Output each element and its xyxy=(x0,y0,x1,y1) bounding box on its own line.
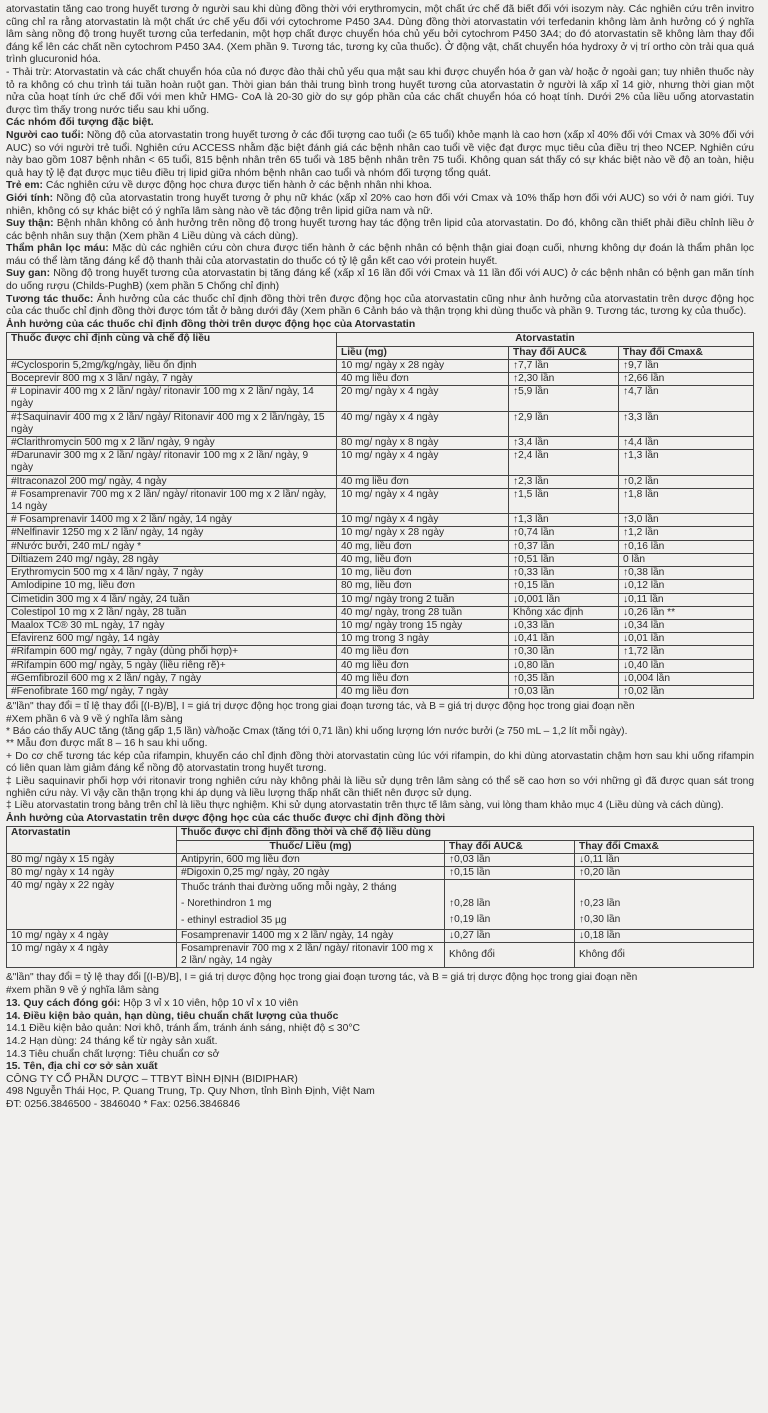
dialysis-text: Mặc dù các nghiên cứu còn chưa được tiến hành ở các bệnh nhân có bệnh thận giai đoạn cuối, nhưng không dự đoán là thẩm phân lọc máu có thể làm tăng đáng kể độ thanh thải của atorvastatin do thuốc có tỷ lệ gắn kết cao với protein huyết. xyxy=(6,243,755,267)
table1-row xyxy=(7,646,754,659)
table1-cell-cmax: ↓0,26 lần ** xyxy=(619,606,754,619)
table1-cell-cmax: ↑1,3 lần xyxy=(619,450,754,475)
gender-label: Giới tính: xyxy=(6,192,54,204)
table1-cell-dose: 40 mg liều đơn xyxy=(337,646,509,659)
table1-row xyxy=(7,514,754,527)
table1-cell-drug: Maalox TC® 30 mL ngày, 17 ngày xyxy=(7,619,337,632)
quality-standard: 14.3 Tiêu chuẩn chất lượng: Tiêu chuẩn cơ sở xyxy=(6,1048,220,1060)
table2-cell-auc xyxy=(445,943,575,968)
table1-note: ** Mẫu đơn được mất 8 – 16 h sau khi uống. xyxy=(6,738,208,750)
table1-cell-dose: 40 mg liều đơn xyxy=(337,672,509,685)
table1-cell-auc: ↑0,30 lần xyxy=(509,646,619,659)
table1-cell-dose: 10 mg, liều đơn xyxy=(337,567,509,580)
table1-cell-drug: Colestipol 10 mg x 2 lần/ ngày, 28 tuần xyxy=(7,606,337,619)
table1-row xyxy=(7,606,754,619)
table1-cell-auc: ↑2,3 lần xyxy=(509,475,619,488)
table2-header-auc: Thay đổi AUC& xyxy=(445,840,575,853)
table1-cell-drug: #Gemfibrozil 600 mg x 2 lần/ ngày, 7 ngày xyxy=(7,672,337,685)
table1-cell-dose: 40 mg liều đơn xyxy=(337,373,509,386)
table2-cell-line: ↓0,18 lần xyxy=(579,929,621,941)
table1-cell-dose: 40 mg liều đơn xyxy=(337,659,509,672)
table2-header-group: Thuốc được chỉ định đồng thời và chế độ liều dùng xyxy=(177,827,754,840)
table1-cell-drug: #Cyclosporin 5,2mg/kg/ngày, liều ổn định xyxy=(7,359,337,372)
table2-cell-drug xyxy=(177,929,445,942)
table2-cell-atorvastatin: 10 mg/ ngày x 4 ngày xyxy=(7,943,177,968)
table2-cell-drug xyxy=(177,866,445,879)
table1-cell-drug: #Nước bưởi, 240 mL/ ngày * xyxy=(7,540,337,553)
table1-cell-auc: ↑0,51 lần xyxy=(509,553,619,566)
table1-cell-cmax: ↑9,7 lần xyxy=(619,359,754,372)
table1-row xyxy=(7,450,754,475)
table2-cell-drug xyxy=(177,943,445,968)
table1-body xyxy=(7,359,754,698)
table1-cell-dose: 40 mg liều đơn xyxy=(337,685,509,698)
table1-cell-drug: #Rifampin 600 mg/ ngày, 7 ngày (dùng phối hợp)+ xyxy=(7,646,337,659)
table1-cell-auc: ↑3,4 lần xyxy=(509,437,619,450)
table2-row xyxy=(7,880,754,930)
table1-header-cmax: Thay đổi Cmax& xyxy=(619,346,754,359)
table2-cell-auc xyxy=(445,880,575,930)
table1-cell-auc: ↑0,37 lần xyxy=(509,540,619,553)
table1-cell-auc: ↑1,3 lần xyxy=(509,514,619,527)
interaction-label: Tương tác thuốc: xyxy=(6,293,94,305)
table1-cell-auc: ↑0,03 lần xyxy=(509,685,619,698)
table1-row xyxy=(7,619,754,632)
table2-header-cmax: Thay đổi Cmax& xyxy=(575,840,754,853)
storage-heading: 14. Điều kiện bảo quản, hạn dùng, tiêu chuẩn chất lượng của thuốc xyxy=(6,1010,339,1022)
table2-cell-line: Antipyrin, 600 mg liều đơn xyxy=(181,853,300,865)
table1-cell-cmax: ↑1,2 lần xyxy=(619,527,754,540)
table2-cell-cmax xyxy=(575,866,754,879)
table2-row xyxy=(7,853,754,866)
interaction-table-1 xyxy=(6,332,754,699)
company-address: 498 Nguyễn Thái Học, P. Quang Trung, Tp. Quy Nhơn, tỉnh Bình Định, Việt Nam xyxy=(6,1086,375,1098)
interaction-text: Ảnh hưởng của các thuốc chỉ định đồng thời trên được động học của atorvastatin cũng như ảnh hưởng của atorvastatin trên dược động học của các thuốc chỉ định đồng thời được tóm tắt ở bảng dưới đây (Xem phần 6 Cảnh báo và thận trọng khi dùng thuốc và phần 9. Tương tác, tương kỵ của thuốc). xyxy=(6,293,755,318)
table2-caption: Ảnh hưởng của Atorvastatin trên dược động học của các thuốc được chỉ định đồng thời xyxy=(6,812,446,824)
table1-cell-cmax: ↓0,40 lần xyxy=(619,659,754,672)
table1-row xyxy=(7,411,754,436)
table1-cell-auc: Không xác định xyxy=(509,606,619,619)
table1-cell-cmax: ↓0,004 lần xyxy=(619,672,754,685)
table1-cell-dose: 10 mg/ ngày x 4 ngày xyxy=(337,514,509,527)
table1-cell-dose: 10 mg/ ngày trong 2 tuần xyxy=(337,593,509,606)
table1-row xyxy=(7,527,754,540)
packaging-line xyxy=(6,998,754,1011)
table2-note: #xem phần 9 về ý nghĩa lâm sàng xyxy=(6,984,159,996)
table1-header-atorvastatin: Atorvastatin xyxy=(337,333,754,346)
table1-cell-dose: 40 mg, liều đơn xyxy=(337,540,509,553)
dialysis-label: Thẩm phân lọc máu: xyxy=(6,243,109,255)
hepatic-label: Suy gan: xyxy=(6,268,51,280)
dialysis-paragraph xyxy=(6,243,754,268)
table1-cell-drug: # Lopinavir 400 mg x 2 lần/ ngày/ ritonavir 100 mg x 2 lần/ ngày, 14 ngày xyxy=(7,386,337,411)
table2-cell-line: ↑0,30 lần xyxy=(579,914,621,926)
table1-cell-dose: 40 mg liều đơn xyxy=(337,475,509,488)
elderly-label: Người cao tuổi: xyxy=(6,129,84,141)
table2-cell-cmax xyxy=(575,853,754,866)
table2-cell-line: ↑0,15 lần xyxy=(449,866,491,878)
table2-cell-line: #Digoxin 0,25 mg/ ngày, 20 ngày xyxy=(181,866,330,878)
table1-cell-drug: Erythromycin 500 mg x 4 lần/ ngày, 7 ngày xyxy=(7,567,337,580)
table2-header-drug: Thuốc/ Liều (mg) xyxy=(177,840,445,853)
table1-cell-auc: ↑2,4 lần xyxy=(509,450,619,475)
table1-cell-cmax: ↑0,2 lần xyxy=(619,475,754,488)
table1-cell-dose: 10 mg/ ngày x 4 ngày xyxy=(337,488,509,513)
table1-cell-dose: 10 mg trong 3 ngày xyxy=(337,633,509,646)
special-groups-heading: Các nhóm đối tượng đặc biệt. xyxy=(6,117,154,129)
table1-cell-cmax: ↓0,11 lần xyxy=(619,593,754,606)
table1-cell-drug: # Fosamprenavir 1400 mg x 2 lần/ ngày, 14 ngày xyxy=(7,514,337,527)
table1-cell-auc: ↓0,80 lần xyxy=(509,659,619,672)
table1-cell-cmax: ↑4,4 lần xyxy=(619,437,754,450)
table1-note: + Do cơ chế tương tác kép của rifampin, khuyến cáo chỉ định đồng thời atorvastatin cùng lúc với rifampin, do khi dùng atorvastatin chậm hơn sau khi uống rifampin có liên quan làm giảm đáng kể nồng độ atorvastatin trong huyết tương. xyxy=(6,750,754,775)
table1-cell-drug: Cimetidin 300 mg x 4 lần/ ngày, 24 tuần xyxy=(7,593,337,606)
table1-cell-dose: 80 mg, liều đơn xyxy=(337,580,509,593)
table2-cell-atorvastatin: 80 mg/ ngày x 14 ngày xyxy=(7,866,177,879)
interaction-table-2 xyxy=(6,826,754,968)
table1-cell-cmax: ↑0,02 lần xyxy=(619,685,754,698)
table2-cell-line: Fosamprenavir 1400 mg x 2 lần/ ngày, 14 ngày xyxy=(181,929,394,941)
table1-row xyxy=(7,567,754,580)
table1-caption: Ảnh hưởng của các thuốc chỉ định đồng thời trên dược động học của Atorvastatin xyxy=(6,318,416,330)
table1-cell-cmax: ↓0,01 lần xyxy=(619,633,754,646)
table2-cell-auc xyxy=(445,866,575,879)
table1-cell-auc: ↑0,35 lần xyxy=(509,672,619,685)
table1-row xyxy=(7,475,754,488)
storage-conditions: 14.1 Điều kiện bảo quản: Nơi khô, tránh ẩm, tránh ánh sáng, nhiệt độ ≤ 30°C xyxy=(6,1023,361,1035)
table1-cell-auc: ↓0,41 lần xyxy=(509,633,619,646)
table2-cell-line: - Norethindron 1 mg xyxy=(181,898,272,910)
table2-cell-line: ↑0,03 lần xyxy=(449,853,491,865)
table1-cell-cmax: ↓0,34 lần xyxy=(619,619,754,632)
table1-cell-drug: Amlodipine 10 mg, liều đơn xyxy=(7,580,337,593)
table1-cell-auc: ↑0,74 lần xyxy=(509,527,619,540)
table1-note: * Báo cáo thấy AUC tăng (tăng gấp 1,5 lần) và/hoặc Cmax (tăng tới 0,71 lần) khi uống lượng lớn nước bưởi (≥ 750 mL – 1,2 lít mỗi ngày). xyxy=(6,725,628,737)
table1-row xyxy=(7,373,754,386)
table1-cell-drug: #Nelfinavir 1250 mg x 2 lần/ ngày, 14 ngày xyxy=(7,527,337,540)
child-text: Các nghiên cứu về dược động học chưa được tiến hành ở các bệnh nhân nhi khoa. xyxy=(45,180,433,192)
table1-note: ‡ Liều saquinavir phối hợp với ritonavir trong nghiên cứu này không phải là liều sử dụng trên lâm sàng có thể sẽ cao hơn so với những gì đã được quan sát trong nghiên cứu này. Vì vậy cần thận trọng khi áp dụng và liều lượng thấp nhất cần thiết nên được sử dụng. xyxy=(6,775,754,799)
table2-cell-cmax xyxy=(575,929,754,942)
table2-cell-cmax xyxy=(575,943,754,968)
table1-cell-dose: 10 mg/ ngày x 28 ngày xyxy=(337,527,509,540)
table1-cell-cmax: ↑4,7 lần xyxy=(619,386,754,411)
renal-paragraph xyxy=(6,218,754,243)
packaging-heading: 13. Quy cách đóng gói: xyxy=(6,998,121,1010)
gender-paragraph xyxy=(6,193,754,218)
table2-cell-line: Không đổi xyxy=(449,949,495,961)
table1-header-drug: Thuốc được chỉ định cùng và chế độ liều xyxy=(7,333,337,359)
table1-cell-cmax: ↑0,16 lần xyxy=(619,540,754,553)
table1-header-auc: Thay đổi AUC& xyxy=(509,346,619,359)
table1-cell-dose: 10 mg/ ngày trong 15 ngày xyxy=(337,619,509,632)
hepatic-text: Nồng độ trong huyết tương của atorvastatin bị tăng đáng kể (xấp xỉ 16 lần đối với Cmax và 11 lần đối với AUC) ở các bệnh nhân có bệnh gan mãn tính do uống rượu (Childs-PughB) (xem phần 5 Chống chỉ định) xyxy=(6,268,754,293)
company-phone: ĐT: 0256.3846500 - 3846040 * Fax: 0256.3846846 xyxy=(6,1098,240,1110)
table2-note: &"lần" thay đổi = tỷ lệ thay đổi [(I-B)/B], I = giá trị dược động học trong giai đoạn tương tác, và B = giá trị dược động học trong giai đoạn nền xyxy=(6,972,638,984)
table1-cell-drug: #‡Saquinavir 400 mg x 2 lần/ ngày/ Ritonavir 400 mg x 2 lần/ngày, 15 ngày xyxy=(7,411,337,436)
table2-cell-line: ↑0,28 lần xyxy=(449,898,491,910)
table1-cell-drug: Efavirenz 600 mg/ ngày, 14 ngày xyxy=(7,633,337,646)
table2-cell-line: ↓0,27 lần xyxy=(449,929,491,941)
packaging-text: Hộp 3 vỉ x 10 viên, hộp 10 vỉ x 10 viên xyxy=(123,998,299,1010)
table1-cell-auc: ↑0,15 lần xyxy=(509,580,619,593)
table1-header-dose: Liều (mg) xyxy=(337,346,509,359)
table1-cell-auc: ↓0,001 lần xyxy=(509,593,619,606)
table2-cell-atorvastatin: 40 mg/ ngày x 22 ngày xyxy=(7,880,177,930)
table1-cell-dose: 10 mg/ ngày x 28 ngày xyxy=(337,359,509,372)
table1-notes xyxy=(6,701,754,813)
table1-cell-drug: Diltiazem 240 mg/ ngày, 28 ngày xyxy=(7,553,337,566)
table2-cell-line: ↑0,23 lần xyxy=(579,898,621,910)
table1-row xyxy=(7,488,754,513)
renal-label: Suy thận: xyxy=(6,218,54,230)
table1-note: &"lần" thay đổi = tỉ lệ thay đổi [(I-B)/B], I = giá trị dược động học trong giai đoạn tương tác, và B = giá trị dược động học trong giai đoạn nền xyxy=(6,701,635,713)
table1-row xyxy=(7,633,754,646)
table2-cell-line: ↑0,20 lần xyxy=(579,866,621,878)
table2-body xyxy=(7,853,754,968)
table2-cell-line: ↓0,11 lần xyxy=(579,853,620,865)
shelf-life: 14.2 Hạn dùng: 24 tháng kể từ ngày sản xuất. xyxy=(6,1036,218,1047)
table1-cell-dose: 20 mg/ ngày x 4 ngày xyxy=(337,386,509,411)
table2-cell-drug xyxy=(177,853,445,866)
company-name: CÔNG TY CỔ PHẦN DƯỢC – TTBYT BÌNH ĐỊNH (BIDIPHAR) xyxy=(6,1073,298,1085)
table2-cell-line xyxy=(579,880,749,896)
table2-cell-cmax xyxy=(575,880,754,930)
table1-row xyxy=(7,540,754,553)
table1-row xyxy=(7,553,754,566)
table2-cell-line: Fosamprenavir 700 mg x 2 lần/ ngày/ ritonavir 100 mg x 2 lần/ ngày, 14 ngày xyxy=(181,943,433,967)
table1-cell-cmax: ↑1,8 lần xyxy=(619,488,754,513)
table1-cell-cmax: ↑0,38 lần xyxy=(619,567,754,580)
table2-cell-atorvastatin: 10 mg/ ngày x 4 ngày xyxy=(7,929,177,942)
table1-cell-auc: ↑7,7 lần xyxy=(509,359,619,372)
table2-cell-drug xyxy=(177,880,445,930)
elderly-text: Nồng độ của atorvastatin trong huyết tương ở các đối tượng cao tuổi (≥ 65 tuổi) khỏe mạnh là cao hơn (xấp xỉ 40% đối với Cmax và 30% đối với AUC) so với người trẻ tuổi. Nghiên cứu ACCESS nhằm đặc biệt đánh giá các bệnh nhân cao tuổi về việc đạt được mục tiêu của điều trị theo NCEP. Nghiên cứu này bao gồm 1087 bệnh nhân < 65 tuổi, 815 bệnh nhân trên 65 tuổi và 185 bệnh nhân trên 75 tuổi. Không quan sát thấy có sự khác biệt nào về độ an toàn, hiệu quả hay tỷ lệ đạt được mục tiêu điều trị lipid giữa nhóm bệnh nhân cao tuổi và nhóm đối tượng tổng quát. xyxy=(6,129,754,179)
table1-cell-dose: 40 mg/ ngày x 4 ngày xyxy=(337,411,509,436)
table1-row xyxy=(7,359,754,372)
table1-cell-cmax: ↑3,0 lần xyxy=(619,514,754,527)
table1-cell-dose: 40 mg, liều đơn xyxy=(337,553,509,566)
table1-cell-cmax: 0 lần xyxy=(619,553,754,566)
table1-cell-cmax: ↑2,66 lần xyxy=(619,373,754,386)
table1-cell-cmax: ↑3,3 lần xyxy=(619,411,754,436)
intro-paragraph-2: - Thải trừ: Atorvastatin và các chất chuyển hóa của nó được đào thải chủ yếu qua mật sau khi được chuyển hóa ở gan và/ hoặc ở ngoài gan; tuy nhiên thuốc này tỏ ra không có chu trình tái tuần hoàn ruột gan. Thời gian bán thải trung bình trong huyết tương của atorvastatin ở người là xấp xỉ 14 giờ, nhưng thời gian một nửa của hoạt tính ức chế đối với men khử HMG- CoA là 20-30 giờ do sự góp phần của các chất chuyển hóa có hoạt tính. Dưới 2% của liều uống atorvastatin được tìm thấy trong nước tiểu sau khi uống. xyxy=(6,66,754,116)
table1-cell-drug: #Darunavir 300 mg x 2 lần/ ngày/ ritonavir 100 mg x 2 lần/ ngày, 9 ngày xyxy=(7,450,337,475)
renal-text: Bệnh nhân không có ảnh hưởng trên nồng độ trong huyết tương hay tác động trên lipid của atorvastatin. Do đó, không cần thiết phải điều chỉnh liều ở các bệnh nhân suy thận (Xem phần 4 Liều dùng và cách dùng). xyxy=(6,218,754,242)
table1-row xyxy=(7,580,754,593)
table1-cell-auc: ↑5,9 lần xyxy=(509,386,619,411)
table1-cell-drug: #Fenofibrate 160 mg/ ngày, 7 ngày xyxy=(7,685,337,698)
table1-cell-dose: 40 mg/ ngày, trong 28 tuần xyxy=(337,606,509,619)
elderly-paragraph xyxy=(6,130,754,180)
table1-note: #Xem phần 6 và 9 về ý nghĩa lâm sàng xyxy=(6,713,183,725)
table2-cell-line xyxy=(449,880,570,896)
table1-cell-dose: 80 mg/ ngày x 8 ngày xyxy=(337,437,509,450)
table1-row xyxy=(7,659,754,672)
table1-row xyxy=(7,685,754,698)
table2-row xyxy=(7,866,754,879)
table2-row xyxy=(7,943,754,968)
child-label: Trẻ em: xyxy=(6,180,43,192)
table1-cell-cmax: ↓0,12 lần xyxy=(619,580,754,593)
table2-header-atorvastatin: Atorvastatin xyxy=(7,827,177,853)
table1-cell-dose: 10 mg/ ngày x 4 ngày xyxy=(337,450,509,475)
table1-cell-drug: #Clarithromycin 500 mg x 2 lần/ ngày, 9 ngày xyxy=(7,437,337,450)
intro-paragraph-1: atorvastatin tăng cao trong huyết tương ở người sau khi dùng đồng thời với erythromycin, một chất ức chế đã biết đối với isozym này. Các nghiên cứu trên invitro cũng chỉ ra rằng atorvastatin là một chất ức chế yếu đối với cytochrome P450 3A4. Dùng đồng thời atorvastatin với terfedanin không làm ảnh hưởng có ý nghĩa lâm sàng nồng độ trong huyết tương của terfedanin, một hợp chất được chuyển hóa chủ yếu bởi cytochrom P450 3A4; do đó atorvastatin sẽ không làm thay đổi đáng kể lên các chất nền cytochrom P450 3A4. (Xem phần 9. Tương tác, tương kỵ của thuốc). Ở động vật, chất chuyển hóa hydroxy ở vị trí ortho còn trải qua quá trình glucuronid hóa. xyxy=(6,4,754,66)
table1-cell-drug: #Itraconazol 200 mg/ ngày, 4 ngày xyxy=(7,475,337,488)
table1-cell-auc: ↑0,33 lần xyxy=(509,567,619,580)
table1-cell-auc: ↓0,33 lần xyxy=(509,619,619,632)
table1-cell-cmax: ↑1,72 lần xyxy=(619,646,754,659)
table1-row xyxy=(7,593,754,606)
table2-cell-auc xyxy=(445,853,575,866)
table2-cell-auc xyxy=(445,929,575,942)
table1-row xyxy=(7,672,754,685)
table1-row xyxy=(7,386,754,411)
table2-cell-atorvastatin: 80 mg/ ngày x 15 ngày xyxy=(7,853,177,866)
table1-cell-auc: ↑2,30 lần xyxy=(509,373,619,386)
table2-cell-line: Không đổi xyxy=(579,949,625,961)
table1-cell-drug: # Fosamprenavir 700 mg x 2 lần/ ngày/ ritonavir 100 mg x 2 lần/ ngày, 14 ngày xyxy=(7,488,337,513)
table1-cell-drug: Boceprevir 800 mg x 3 lần/ ngày, 7 ngày xyxy=(7,373,337,386)
table1-cell-auc: ↑2,9 lần xyxy=(509,411,619,436)
hepatic-paragraph xyxy=(6,268,754,293)
interaction-paragraph xyxy=(6,294,754,319)
table2-cell-line: Thuốc tránh thai đường uống mỗi ngày, 2 tháng xyxy=(181,882,397,894)
table2-notes xyxy=(6,972,754,997)
table1-cell-auc: ↑1,5 lần xyxy=(509,488,619,513)
manufacturer-heading: 15. Tên, địa chỉ cơ sở sản xuất xyxy=(6,1061,158,1073)
table2-cell-line: ↑0,19 lần xyxy=(449,914,491,926)
table1-cell-drug: #Rifampin 600 mg/ ngày, 5 ngày (liều riêng rẽ)+ xyxy=(7,659,337,672)
gender-text: Nồng độ của atorvastatin trong huyết tương ở phụ nữ khác (xấp xỉ 20% cao hơn đối với Cmax và 10% thấp hơn đối với AUC) so với ở nam giới. Tuy nhiên, không có sự khác biệt có ý nghĩa lâm sàng nào về tác động trên lipid giữa nam và nữ. xyxy=(6,192,754,217)
table1-row xyxy=(7,437,754,450)
child-paragraph xyxy=(6,180,754,193)
table2-cell-line: - ethinyl estradiol 35 µg xyxy=(181,914,287,926)
table1-note: ‡ Liều atorvastatin trong bảng trên chỉ là liều thực nghiệm. Khi sử dụng atorvastatin trên thực tế lâm sàng, vui lòng tham khảo mục 4 (Liều dùng và cách dùng). xyxy=(6,800,724,812)
table2-row xyxy=(7,929,754,942)
